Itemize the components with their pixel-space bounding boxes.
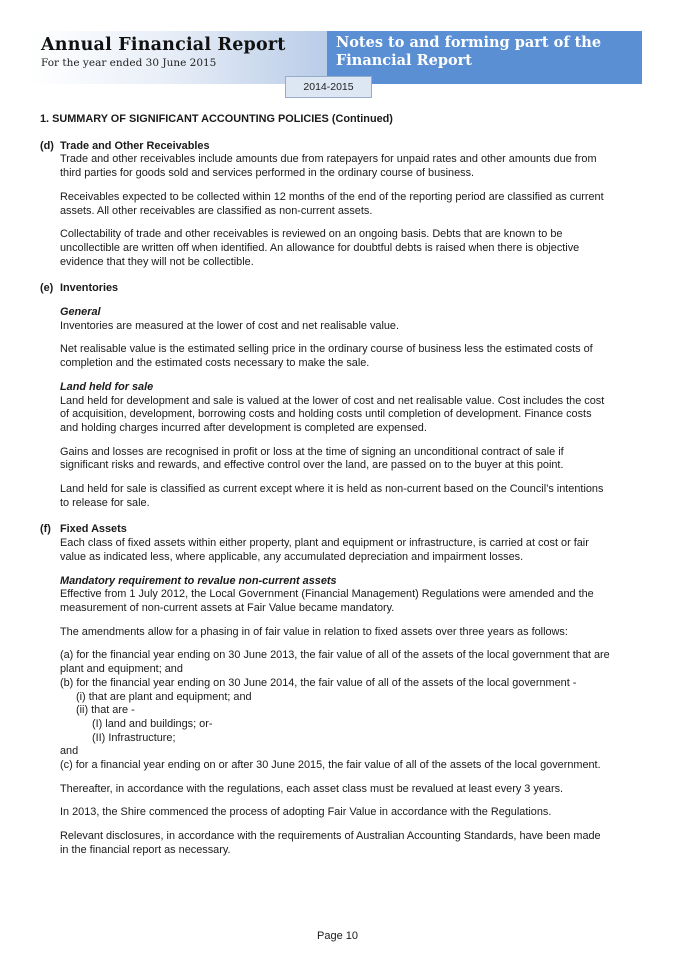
section-d-title: Trade and Other Receivables bbox=[60, 139, 210, 152]
list-item-b-i: (i) that are plant and equipment; and bbox=[76, 690, 252, 703]
thereafter-paragraph: Thereafter, in accordance with the regulations, each asset class must be revalued at least every 3 years. bbox=[60, 782, 564, 795]
general-paragraph-2: Net realisable value is the estimated selling price in the ordinary course of business less the estimated costs of completion and the estimated costs necessary to make the sale. bbox=[60, 343, 593, 370]
land-subheading: Land held for sale bbox=[60, 380, 154, 393]
section-title: Notes to and forming part of the Financial Report bbox=[336, 34, 602, 69]
mandatory-paragraph-1: Effective from 1 July 2012, the Local Government (Financial Management) Regulations were amended and the measurement of non-current assets at Fair Value became mandatory. bbox=[60, 588, 594, 614]
section-f-title: Fixed Assets bbox=[60, 523, 127, 536]
section-e-letter: (e) bbox=[40, 282, 54, 295]
general-subheading: General bbox=[60, 306, 101, 319]
report-title: Annual Financial Report bbox=[41, 35, 286, 55]
page-number: Page 10 bbox=[317, 930, 358, 942]
report-subtitle: For the year ended 30 June 2015 bbox=[41, 57, 217, 69]
mandatory-paragraph-2: The amendments allow for a phasing in of fair value in relation to fixed assets over three years as follows: bbox=[60, 625, 568, 638]
section-heading: 1. SUMMARY OF SIGNIFICANT ACCOUNTING POLICIES (Continued) bbox=[40, 113, 393, 125]
section-d-paragraph-2: Receivables expected to be collected within 12 months of the end of the reporting period are classified as current assets. All other receivables are classified as non-current assets. bbox=[60, 190, 604, 217]
document-body bbox=[40, 113, 610, 858]
section-d-letter: (d) bbox=[40, 139, 54, 152]
general-paragraph-1: Inventories are measured at the lower of cost and net realisable value. bbox=[60, 319, 400, 332]
relevant-disclosures-paragraph: Relevant disclosures, in accordance with the requirements of Australian Accounting Standards, have been made in the financial report as necessary. bbox=[60, 830, 601, 856]
list-item-b-ii-2: (II) Infrastructure; bbox=[92, 731, 176, 744]
section-d bbox=[40, 140, 610, 270]
header-left-banner bbox=[30, 31, 327, 84]
land-paragraph-2: Gains and losses are recognised in profit or loss at the time of signing an unconditional contract of sale if significant risks and rewards, and effective control over the land, are passed on to the buyer at this point. bbox=[60, 445, 564, 472]
section-e bbox=[40, 282, 610, 510]
section-e-title: Inventories bbox=[60, 282, 119, 295]
land-paragraph-3: Land held for sale is classified as current except where it is held as non-current based on the Council’s intentions to release for sale. bbox=[60, 483, 604, 509]
section-d-paragraph-1: Trade and other receivables include amounts due from ratepayers for unpaid rates and other amounts due from third parties for goods sold and services performed in the ordinary course of business. bbox=[60, 153, 597, 180]
list-item-b: (b) for the financial year ending on 30 June 2014, the fair value of all of the assets of the local government - bbox=[60, 676, 577, 689]
mandatory-subheading: Mandatory requirement to revalue non-current assets bbox=[60, 574, 337, 587]
shire-2013-paragraph: In 2013, the Shire commenced the process of adopting Fair Value in accordance with the Regulations. bbox=[60, 806, 552, 819]
land-paragraph-1: Land held for development and sale is valued at the lower of cost and net realisable value. Cost includes the cost of acquisition, development, borrowing costs and holding costs until completion of development. Finance costs and holding charges incurred after development is completed are expensed. bbox=[60, 394, 605, 434]
list-item-b-ii: (ii) that are - bbox=[76, 704, 135, 717]
year-tab: 2014-2015 bbox=[285, 76, 372, 98]
list-item-a: (a) for the financial year ending on 30 June 2013, the fair value of all of the assets of the local government that are plant and equipment; and bbox=[60, 649, 610, 676]
section-f-paragraph-1: Each class of fixed assets within either property, plant and equipment or infrastructure, is carried at cost or fair value as indicated less, where applicable, any accumulated depreciation and impairment losses. bbox=[60, 537, 589, 563]
section-d-paragraph-3: Collectability of trade and other receivables is reviewed on an ongoing basis. Debts that are known to be uncollectible are written off when identified. An allowance for doubtful debts is raised when there is objective evidence that they will not be collectible. bbox=[60, 228, 580, 268]
section-f-letter: (f) bbox=[40, 523, 51, 536]
list-item-c: (c) for a financial year ending on or after 30 June 2015, the fair value of all of the assets of the local government. bbox=[60, 759, 601, 772]
section-f bbox=[40, 523, 610, 857]
list-item-b-ii-1: (I) land and buildings; or- bbox=[92, 717, 213, 730]
header-right-banner bbox=[327, 31, 642, 84]
list-and: and bbox=[60, 745, 79, 758]
